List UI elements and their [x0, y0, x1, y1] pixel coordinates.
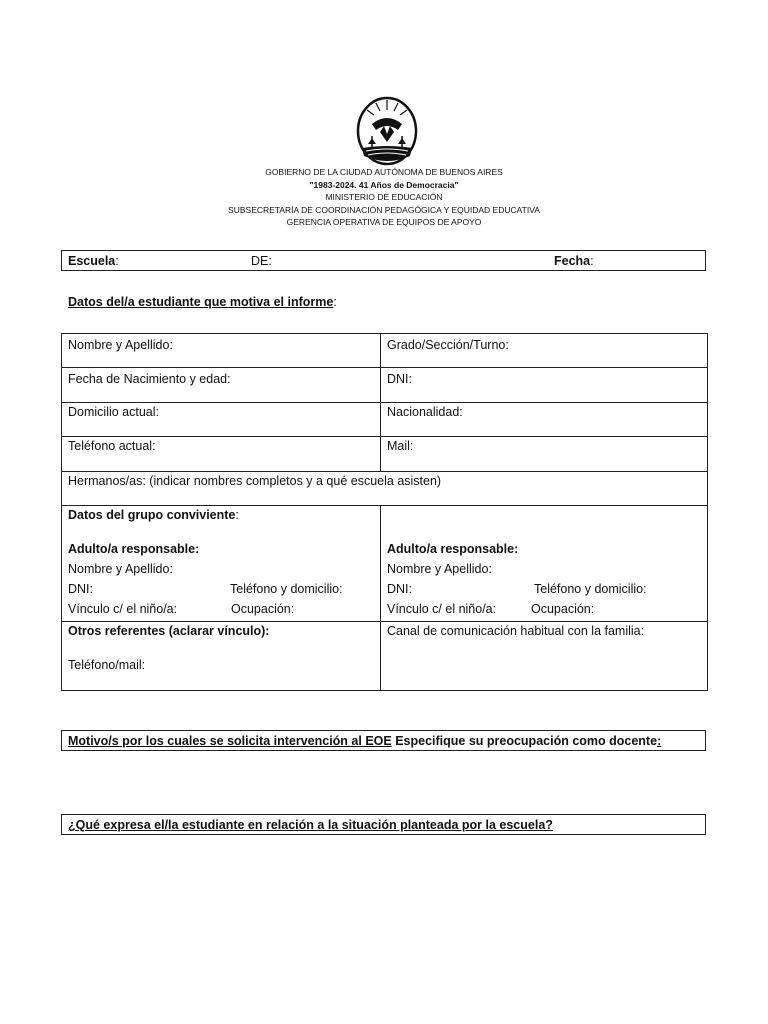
table-row [62, 622, 707, 690]
adult-relation-label: Vínculo c/ el niño/a: [68, 602, 178, 616]
header-line-subsecretariat: SUBSECRETARÍA DE COORDINACIÓN PEDAGÓGICA Y EQUIDAD EDUCATIVA [228, 204, 540, 215]
adult-phone-label: Teléfono y domicilio: [230, 582, 343, 596]
table-row [62, 403, 707, 437]
student-opinion-question: ¿Qué expresa el/la estudiante en relación a la situación planteada por la escuela? [68, 818, 553, 832]
siblings-field-label: Hermanos/as: (indicar nombres completos y a qué escuela asisten) [68, 474, 442, 488]
communication-channel-label: Canal de comunicación habitual con la familia: [387, 624, 645, 638]
household-left-cell [62, 506, 381, 621]
table-row [62, 437, 707, 472]
adult-dni-label: DNI: [387, 582, 412, 596]
household-title: Datos del grupo conviviente: [68, 508, 239, 522]
adult-responsible-title: Adulto/a responsable: [68, 542, 200, 556]
student-data-table [61, 333, 708, 691]
header-line-department: GERENCIA OPERATIVA DE EQUIPOS DE APOYO [286, 217, 482, 228]
adult-occupation-label: Ocupación: [531, 602, 595, 616]
name-field-label: Nombre y Apellido: [68, 338, 173, 352]
header-line-ministry: MINISTERIO DE EDUCACIÓN [325, 192, 443, 203]
table-row [62, 472, 707, 506]
dni-field-label: DNI: [387, 372, 412, 386]
adult-relation-label: Vínculo c/ el niño/a: [387, 602, 497, 616]
household-right-cell [381, 506, 707, 621]
institution-header [0, 166, 768, 229]
header-line-motto: "1983-2024. 41 Años de Democracia" [309, 179, 459, 190]
adult-phone-label: Teléfono y domicilio: [534, 582, 647, 596]
address-field-label: Domicilio actual: [68, 405, 160, 419]
grade-field-label: Grado/Sección/Turno: [387, 338, 509, 352]
school-info-box [61, 250, 706, 271]
nationality-field-label: Nacionalidad: [387, 405, 463, 419]
reasons-label: Motivo/s por los cuales se solicita intervención al EOE Especifique su preocupación como docente: [68, 734, 662, 748]
other-referents-label: Otros referentes (aclarar vínculo): [68, 624, 270, 638]
birthdate-field-label: Fecha de Nacimiento y edad: [68, 372, 231, 386]
adult-dni-label: DNI: [68, 582, 93, 596]
phone-field-label: Teléfono actual: [68, 439, 156, 453]
city-seal-icon [356, 96, 418, 166]
student-opinion-box [61, 814, 706, 835]
table-row [62, 334, 707, 368]
school-label: Escuela: [68, 254, 119, 268]
district-label: DE: [251, 254, 272, 268]
student-data-title: Datos del/a estudiante que motiva el informe: [68, 295, 337, 309]
header-line-government: GOBIERNO DE LA CIUDAD AUTÓNOMA DE BUENOS AIRES [265, 167, 503, 177]
phone-mail-label: Teléfono/mail: [68, 658, 146, 672]
table-row [62, 368, 707, 403]
date-label: Fecha: [554, 254, 594, 268]
adult-responsible-title: Adulto/a responsable: [387, 542, 519, 556]
adult-name-label: Nombre y Apellido: [387, 562, 492, 576]
mail-field-label: Mail: [387, 439, 414, 453]
adult-occupation-label: Ocupación: [231, 602, 295, 616]
table-row [62, 506, 707, 622]
reasons-box [61, 730, 706, 751]
adult-name-label: Nombre y Apellido: [68, 562, 173, 576]
